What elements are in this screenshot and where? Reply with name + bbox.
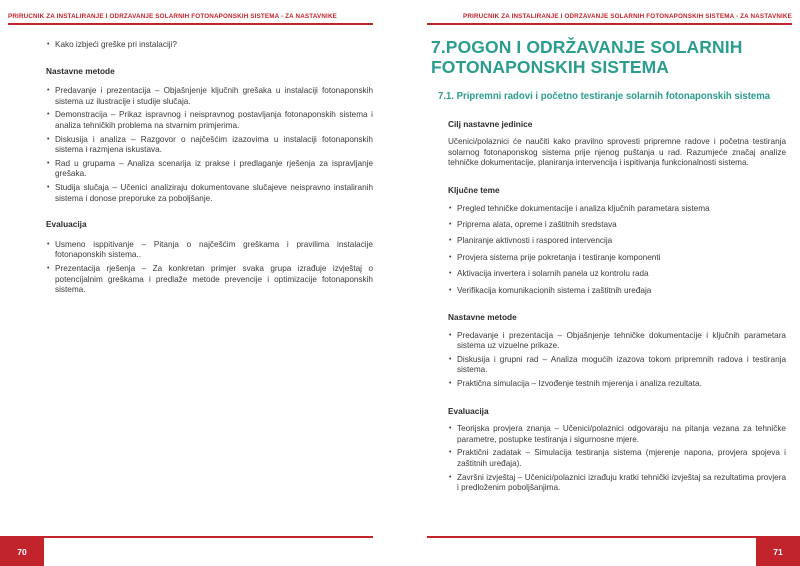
evaluacija-list-left <box>46 240 373 296</box>
list-item: • Teorijska provjera znanja – Učenici/polaznici odgovaraju na pitanja vezana za tehničke parametre, postupke testiranja i sigurnosne mjere. <box>448 424 786 445</box>
nastavne-metode-list-left <box>46 86 373 204</box>
list-item: • Predavanje i prezentacija – Objašnjenje ključnih grešaka u instalaciji fotonaponskih sistema uz ilustracije i studije slučaja. <box>46 86 373 107</box>
list-item: • Predavanje i prezentacija – Objašnjenje tehničke dokumentacije i ključnih parametara sistema uz vizuelne prikaze. <box>448 331 786 352</box>
list-item: • Rad u grupama – Analiza scenarija iz prakse i predlaganje rješenja za ispravljanje grešaka. <box>46 159 373 180</box>
list-item: • Praktični zadatak – Simulacija testiranja sistema (mjerenje napona, provjera spojeva i zaštitnih uređaja). <box>448 448 786 469</box>
intro-bullet-list <box>46 40 373 51</box>
heading-cilj: Cilj nastavne jedinice <box>448 118 533 129</box>
list-item: • Usmeno isppitivanje – Pitanja o najčešćim greškama i pravilima instalacije fotonaponskih sistema.. <box>46 240 373 261</box>
running-header-rule-right <box>427 23 792 25</box>
goal-paragraph: Učenici/polaznici će naučiti kako pravilno sprovesti pripremne radove i početna testiranja solarnog fotonaponskog sistema prije njenog puštanja u rad. Razumjeće značaj analize tehničke dokumentacije, planiranja intervencija i ispitivanja funkcionalnosti sistema. <box>448 137 786 168</box>
running-header-left: PRIRUČNIK ZA INSTALIRANJE I ODRŽAVANJE SOLARNIH FOTONAPONSKIH SISTEMA - ZA NASTAVNIKE <box>8 13 338 20</box>
heading-nastavne-metode-left: Nastavne metode <box>46 65 115 76</box>
list-item: • Praktična simulacija – Izvođenje testnih mjerenja i analiza rezultata. <box>448 379 786 390</box>
evaluacija-list-right <box>448 424 786 494</box>
page-number: 71 <box>773 547 783 557</box>
page-number-tab-left <box>0 538 44 566</box>
running-header-rule-left <box>8 23 373 25</box>
page-number: 70 <box>17 547 27 557</box>
heading-nastavne-metode-right: Nastavne metode <box>448 312 517 323</box>
list-item: • Planiranje aktivnosti i raspored intervencija <box>448 236 786 247</box>
list-item: • Pregled tehničke dokumentacije i analiza ključnih parametara sistema <box>448 204 786 215</box>
chapter-title: 7.POGON I ODRŽAVANJE SOLARNIH FOTONAPONSKIH SISTEMA <box>431 37 743 77</box>
left-page-content <box>46 40 373 299</box>
list-item: • Provjera sistema prije pokretanja i testiranje komponenti <box>448 253 786 264</box>
list-item: • Diskusija i grupni rad – Analiza mogućih izazova tokom pripremnih radova i testiranja sistema. <box>448 355 786 376</box>
footer-rule-right <box>427 536 800 538</box>
list-item: • Aktivacija invertera i solarnih panela uz kontrolu rada <box>448 269 786 280</box>
list-item: • Diskusija i analiza – Razgovor o najčešćim izazovima u instalaciji fotonaponskih sistema i razmjena iskustava. <box>46 135 373 156</box>
right-page-content <box>431 38 786 497</box>
page-right <box>400 0 800 566</box>
page-number-tab-right <box>756 538 800 566</box>
footer-rule-left <box>0 536 373 538</box>
heading-kljucne-teme: Ključne teme <box>448 184 500 195</box>
right-page-body <box>448 119 786 494</box>
heading-evaluacija-left: Evaluacija <box>46 219 87 230</box>
section-title: 7.1. Pripremni radovi i početno testiranje solarnih fotonaponskih sistema <box>438 91 771 102</box>
heading-evaluacija-right: Evaluacija <box>448 405 489 416</box>
nastavne-metode-list-right <box>448 331 786 390</box>
list-item: • Verifikacija komunikacionih sistema i zaštitnih uređaja <box>448 286 786 297</box>
list-item: • Demonstracija – Prikaz ispravnog i neispravnog postavljanja fotonaponskih sistema i analiza tehničkih problema na stvarnim primjerima. <box>46 110 373 131</box>
list-item: • Priprema alata, opreme i zaštitnih sredstava <box>448 220 786 231</box>
running-header-right: PRIRUČNIK ZA INSTALIRANJE I ODRŽAVANJE SOLARNIH FOTONAPONSKIH SISTEMA - ZA NASTAVNIKE <box>462 13 792 20</box>
list-item: • Prezentacija rješenja – Za konkretan primjer svaka grupa izrađuje izvještaj o potencijalnim greškama i predlaže metode prevencije i optimizacije fotonaponskih sistema. <box>46 264 373 296</box>
list-item: • Kako izbjeći greške pri instalaciji? <box>46 40 373 51</box>
kljucne-teme-list <box>448 204 786 297</box>
list-item: • Završni izvještaj – Učenici/polaznici izrađuju kratki tehnički izvještaj sa rezultatima provjera i predloženim poboljšanjima. <box>448 473 786 494</box>
list-item: • Studija slučaja – Učenici analiziraju dokumentovane slučajeve neispravno instaliranih sistema i donose preporuke za poboljšanje. <box>46 183 373 204</box>
